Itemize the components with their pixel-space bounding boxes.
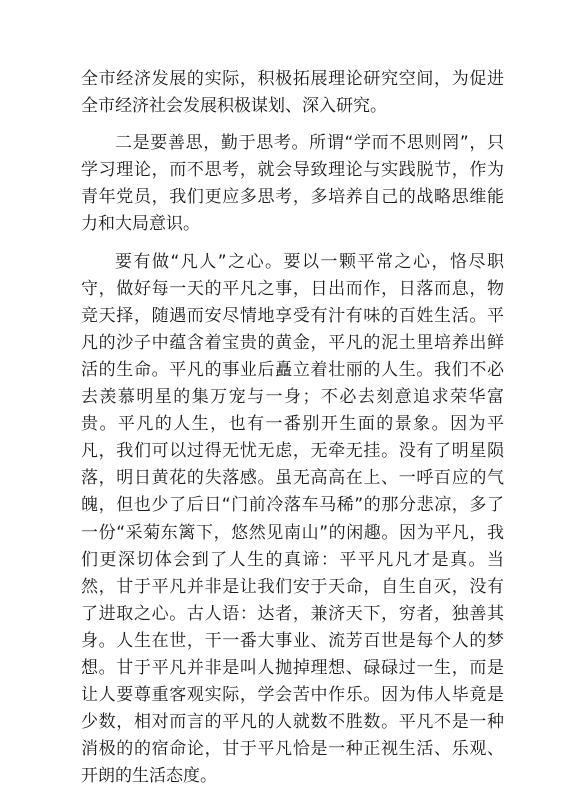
document-body [81,66,504,790]
paragraph-3: 要有做“凡人”之心。要以一颗平常之心，恪尽职守，做好每一天的平凡之事，日出而作，日落而息，物竞天择，随遇而安尽情地享受有汁有味的百姓生活。平凡的沙子中蕴含着宝贵的黄金，平凡的泥土里培养出鲜活的生命。平凡的事业后矗立着壮丽的人生。我们不必去羡慕明星的集万宠与一身；不必去刻意追求荣华富贵。平凡的人生，也有一番别开生面的景象。因为平凡，我们可以过得无忧无虑，无牵无挂。没有了明星陨落，明日黄花的失落感。虽无高高在上、一呼百应的气魄，但也少了后日“门前冷落车马稀”的那分悲凉，多了一份“采菊东篱下，悠然见南山”的闲趣。因为平凡，我们更深切体会到了人生的真谛：平平凡凡才是真。当然，甘于平凡并非是让我们安于天命，自生自灭，没有了进取之心。古人语：达者，兼济天下，穷者，独善其身。人生在世，干一番大事业、流芳百世是每个人的梦想。甘于平凡并非是叫人抛掉理想、碌碌过一生，而是让人要尊重客观实际，学会苦中作乐。因为伟人毕竟是少数，相对而言的平凡的人就数不胜数。平凡不是一种消极的的宿命论，甘于平凡恰是一种正视生活、乐观、开朗的生活态度。 [81,251,504,787]
paragraph-2: 二是要善思，勤于思考。所谓“学而不思则罔”，只学习理论，而不思考，就会导致理论与实践脱节，作为青年党员，我们更应多思考，多培养自己的战略思维能力和大局意识。 [81,133,504,235]
paragraph-1: 全市经济发展的实际，积极拓展理论研究空间，为促进全市经济社会发展积极谋划、深入研究。 [81,69,504,117]
